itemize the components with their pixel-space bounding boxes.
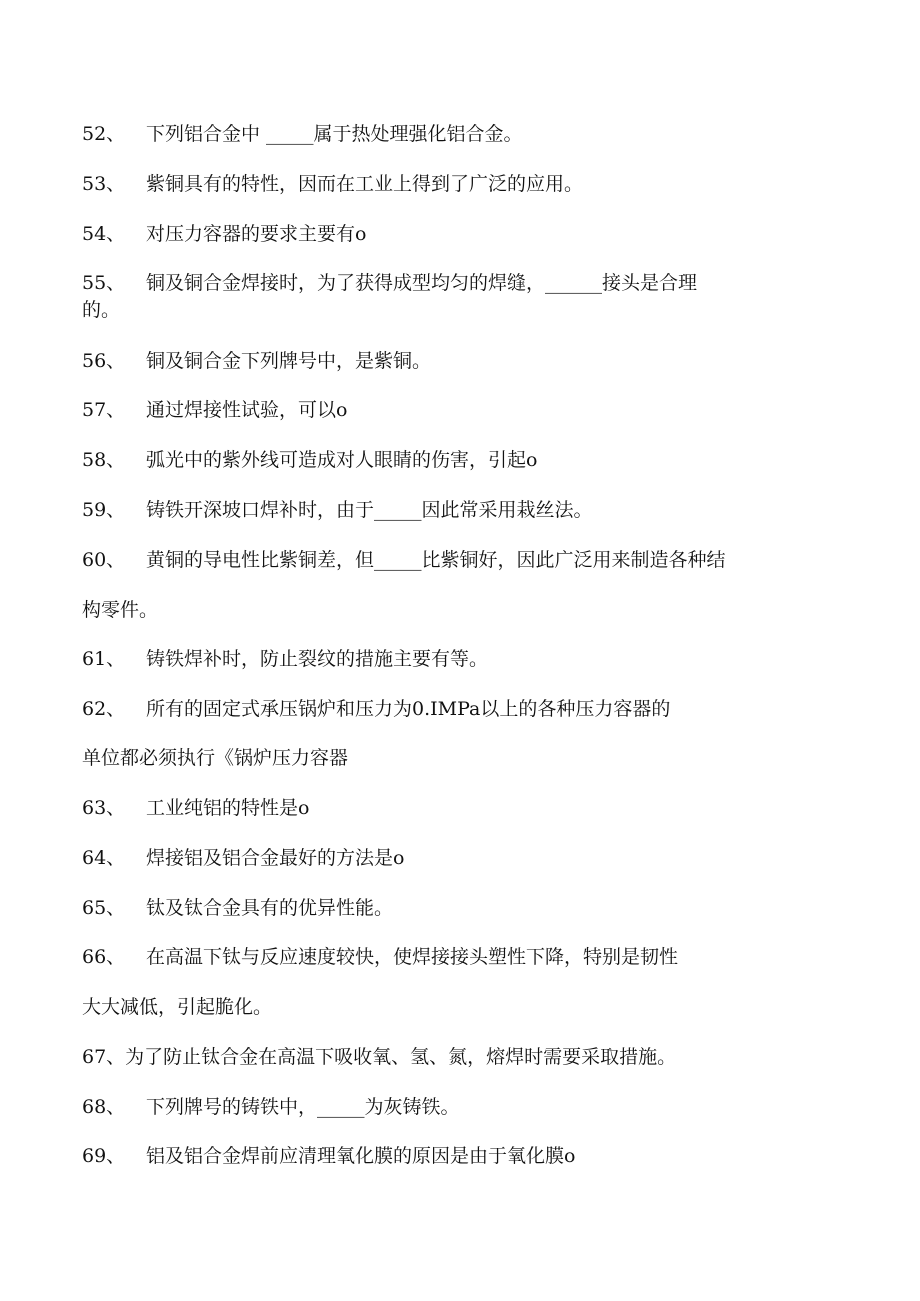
question-number: 53、: [82, 173, 126, 195]
question-67: 67、为了防止钛合金在高温下吸收氧、氢、氮，熔焊时需要采取措施。: [82, 1046, 677, 1068]
question-text: 通过焊接性试验，可以o: [146, 399, 348, 421]
question-text: 所有的固定式承压锅炉和压力为0.IMPa以上的各种压力容器的: [146, 698, 671, 720]
question-text: 下列铝合金中 _____属于热处理强化铝合金。: [146, 123, 523, 145]
question-62-continuation: 单位都必须执行《锅炉压力容器: [82, 747, 349, 769]
question-number: 61、: [82, 648, 126, 670]
question-text: 紫铜具有的特性，因而在工业上得到了广泛的应用。: [146, 173, 584, 195]
question-number: 54、: [82, 223, 126, 245]
question-number: 62、: [82, 698, 126, 720]
question-text: 工业纯铝的特性是o: [146, 797, 310, 819]
question-text: 弧光中的紫外线可造成对人眼睛的伤害，引起o: [146, 449, 538, 471]
question-text: 对压力容器的要求主要有o: [146, 223, 367, 245]
question-text: 铸铁焊补时，防止裂纹的措施主要有等。: [146, 648, 489, 670]
question-text: 钛及钛合金具有的优异性能。: [146, 897, 394, 919]
question-number: 66、: [82, 946, 126, 968]
question-number: 52、: [82, 123, 126, 145]
question-number: 55、: [82, 272, 126, 294]
question-text: 铜及铜合金下列牌号中，是紫铜。: [146, 350, 432, 372]
question-text: 铜及铜合金焊接时，为了获得成型均匀的焊缝，______接头是合理: [146, 272, 698, 294]
question-66-continuation: 大大减低，引起脆化。: [82, 996, 273, 1018]
question-55-continuation: 的。: [82, 299, 121, 321]
question-number: 57、: [82, 399, 126, 421]
question-number: 58、: [82, 449, 126, 471]
question-text: 黄铜的导电性比紫铜差，但_____比紫铜好，因此广泛用来制造各种结: [146, 549, 726, 571]
question-number: 63、: [82, 797, 126, 819]
question-text: 铝及铝合金焊前应清理氧化膜的原因是由于氧化膜o: [146, 1145, 576, 1167]
question-number: 56、: [82, 350, 126, 372]
question-text: 铸铁开深坡口焊补时，由于_____因此常采用栽丝法。: [146, 499, 593, 521]
question-text: 焊接铝及铝合金最好的方法是o: [146, 847, 405, 869]
question-text: 下列牌号的铸铁中，_____为灰铸铁。: [146, 1096, 460, 1118]
question-number: 64、: [82, 847, 126, 869]
question-number: 65、: [82, 897, 126, 919]
question-number: 59、: [82, 499, 126, 521]
question-60-continuation: 构零件。: [82, 599, 159, 621]
question-number: 68、: [82, 1096, 126, 1118]
question-text: 在高温下钛与反应速度较快，使焊接接头塑性下降，特别是韧性: [146, 946, 679, 968]
question-number: 69、: [82, 1145, 126, 1167]
question-number: 60、: [82, 549, 126, 571]
